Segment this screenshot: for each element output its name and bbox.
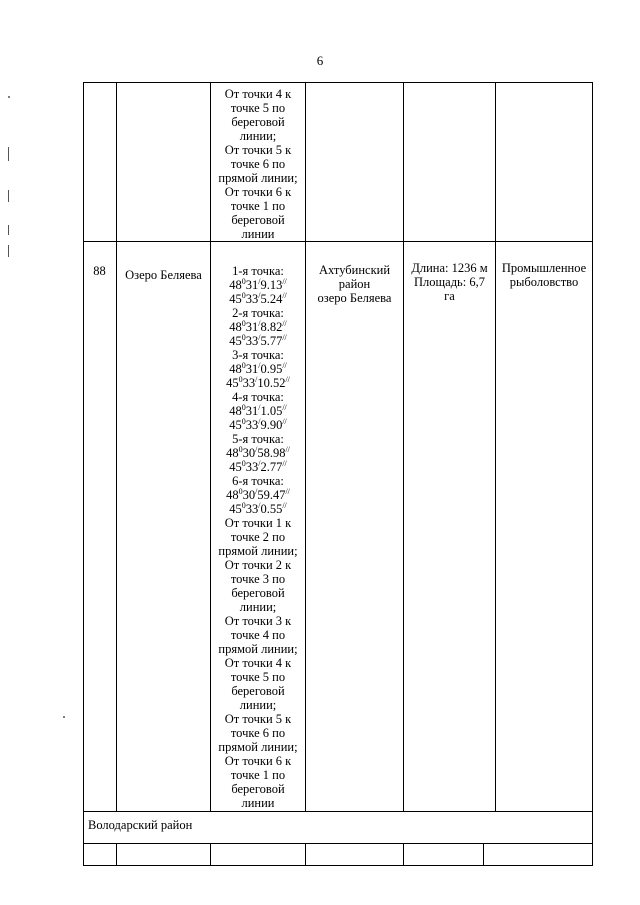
degrees-value: 48 xyxy=(229,404,242,418)
location-line: озеро Беляева xyxy=(317,291,392,305)
location-line: район xyxy=(338,277,371,291)
boundary-line: От точки 6 к xyxy=(224,185,292,199)
table-rule xyxy=(116,843,117,866)
scan-artifact xyxy=(8,147,9,161)
boundary-line: линии xyxy=(241,227,275,241)
table-rule xyxy=(305,843,306,866)
degree-mark: 0 xyxy=(241,402,246,412)
point-label: 4-я точка: xyxy=(232,390,284,404)
boundary-line: прямой линии; xyxy=(218,642,298,656)
minutes-value: 33 xyxy=(245,292,259,306)
point-label: 3-я точка: xyxy=(232,348,284,362)
second-mark: // xyxy=(282,332,287,342)
point-label: 1-я точка: xyxy=(232,264,284,278)
minutes-value: 33 xyxy=(245,418,259,432)
degree-mark: 0 xyxy=(238,444,243,454)
boundary-line: точке 2 по xyxy=(230,530,286,544)
degrees-value: 45 xyxy=(226,376,239,390)
boundary-line: береговой xyxy=(231,115,285,129)
seconds-value: 5.24 xyxy=(260,292,283,306)
degree-mark: 0 xyxy=(241,276,246,286)
latitude xyxy=(211,362,305,376)
fishing-areas-table xyxy=(83,82,593,866)
degrees-value: 48 xyxy=(229,362,242,376)
minutes-value: 30 xyxy=(242,446,256,460)
seconds-value: 59.47 xyxy=(257,488,286,502)
degrees-value: 45 xyxy=(229,418,242,432)
usage-line: Промышленное xyxy=(501,261,587,275)
boundary-line: прямой линии; xyxy=(218,740,298,754)
degrees-value: 45 xyxy=(229,502,242,516)
point-label: 6-я точка: xyxy=(232,474,284,488)
size-line: Площадь: 6,7 xyxy=(414,275,485,289)
boundary-line: линии; xyxy=(239,129,277,143)
boundary-line: береговой xyxy=(231,213,285,227)
second-mark: // xyxy=(282,402,287,412)
boundary-line: линии; xyxy=(239,600,277,614)
minute-mark: / xyxy=(258,402,261,412)
second-mark: // xyxy=(282,318,287,328)
boundary-line: точке 3 по xyxy=(230,572,286,586)
location xyxy=(306,263,403,305)
boundary-line: точке 1 по xyxy=(230,768,286,782)
usage-type xyxy=(496,261,592,289)
seconds-value: 9.90 xyxy=(260,418,283,432)
boundary-line: От точки 2 к xyxy=(224,558,292,572)
second-mark: // xyxy=(282,416,287,426)
water-body-name: Озеро Беляева xyxy=(125,268,202,282)
usage-line: рыболовство xyxy=(509,275,579,289)
coordinates-and-boundaries xyxy=(211,264,305,810)
minute-mark: / xyxy=(258,332,261,342)
minute-mark: / xyxy=(255,374,258,384)
seconds-value: 2.77 xyxy=(260,460,283,474)
boundary-line: точке 6 по xyxy=(230,726,286,740)
second-mark: // xyxy=(282,458,287,468)
table-rule xyxy=(83,865,593,866)
degrees-value: 48 xyxy=(229,320,242,334)
longitude xyxy=(211,460,305,474)
table-rule xyxy=(495,82,496,812)
minute-mark: / xyxy=(258,276,261,286)
minutes-value: 33 xyxy=(245,334,259,348)
longitude xyxy=(211,376,305,390)
boundary-description-continued xyxy=(211,87,305,241)
degrees-value: 45 xyxy=(229,292,242,306)
table-rule xyxy=(592,82,593,866)
minute-mark: / xyxy=(258,500,261,510)
boundary-line: точке 5 по xyxy=(230,670,286,684)
scan-artifact xyxy=(8,245,9,257)
boundary-line: береговой xyxy=(231,684,285,698)
second-mark: // xyxy=(282,276,287,286)
page-number: 6 xyxy=(316,53,324,68)
boundary-line: точке 1 по xyxy=(230,199,286,213)
boundary-line: От точки 5 к xyxy=(224,712,292,726)
table-rule xyxy=(305,82,306,812)
boundary-line: береговой xyxy=(231,782,285,796)
seconds-value: 10.52 xyxy=(257,376,286,390)
table-rule xyxy=(83,82,84,866)
minutes-value: 33 xyxy=(242,376,256,390)
degree-mark: 0 xyxy=(238,486,243,496)
degree-mark: 0 xyxy=(241,332,246,342)
second-mark: // xyxy=(282,290,287,300)
seconds-value: 0.95 xyxy=(260,362,283,376)
boundary-line: точке 5 по xyxy=(230,101,286,115)
table-rule xyxy=(483,843,484,866)
degrees-value: 48 xyxy=(226,446,239,460)
minute-mark: / xyxy=(255,444,258,454)
table-rule xyxy=(83,843,593,844)
boundary-line: От точки 3 к xyxy=(224,614,292,628)
minutes-value: 33 xyxy=(245,502,259,516)
row-number: 88 xyxy=(93,264,106,278)
degrees-value: 45 xyxy=(229,460,242,474)
minute-mark: / xyxy=(258,318,261,328)
boundary-line: точке 6 по xyxy=(230,157,286,171)
longitude xyxy=(211,334,305,348)
boundary-line: От точки 1 к xyxy=(224,516,292,530)
table-rule xyxy=(403,82,404,812)
longitude xyxy=(211,292,305,306)
longitude xyxy=(211,418,305,432)
minute-mark: / xyxy=(258,360,261,370)
boundary-line: береговой xyxy=(231,586,285,600)
second-mark: // xyxy=(282,500,287,510)
boundary-line: От точки 5 к xyxy=(224,143,292,157)
boundary-line: прямой линии; xyxy=(218,544,298,558)
scan-artifact xyxy=(8,225,9,235)
seconds-value: 0.55 xyxy=(260,502,283,516)
table-rule xyxy=(210,843,211,866)
degree-mark: 0 xyxy=(241,416,246,426)
boundary-line: От точки 4 к xyxy=(224,87,292,101)
seconds-value: 58.98 xyxy=(257,446,286,460)
size xyxy=(404,261,495,303)
minutes-value: 33 xyxy=(245,460,259,474)
seconds-value: 8.82 xyxy=(260,320,283,334)
boundary-line: линии xyxy=(241,796,275,810)
minute-mark: / xyxy=(255,486,258,496)
degree-mark: 0 xyxy=(241,500,246,510)
degrees-value: 45 xyxy=(229,334,242,348)
second-mark: // xyxy=(285,486,290,496)
seconds-value: 1.05 xyxy=(260,404,283,418)
second-mark: // xyxy=(285,374,290,384)
scan-artifact xyxy=(8,96,10,98)
degree-mark: 0 xyxy=(238,374,243,384)
scan-artifact xyxy=(8,190,9,202)
table-rule xyxy=(83,241,593,242)
point-label: 2-я точка: xyxy=(232,306,284,320)
degrees-value: 48 xyxy=(229,278,242,292)
minutes-value: 30 xyxy=(242,488,256,502)
degree-mark: 0 xyxy=(241,290,246,300)
longitude xyxy=(211,502,305,516)
minutes-value: 31 xyxy=(245,278,259,292)
district-heading: Володарский район xyxy=(88,818,193,832)
boundary-line: От точки 6 к xyxy=(224,754,292,768)
degree-mark: 0 xyxy=(241,458,246,468)
point-label: 5-я точка: xyxy=(232,432,284,446)
minutes-value: 31 xyxy=(245,320,259,334)
boundary-line: точке 4 по xyxy=(230,628,286,642)
degree-mark: 0 xyxy=(241,318,246,328)
minute-mark: / xyxy=(258,290,261,300)
minutes-value: 31 xyxy=(245,404,259,418)
size-line: га xyxy=(444,289,455,303)
boundary-line: прямой линии; xyxy=(218,171,298,185)
boundary-line: От точки 4 к xyxy=(224,656,292,670)
table-rule xyxy=(83,811,593,812)
minutes-value: 31 xyxy=(245,362,259,376)
degrees-value: 48 xyxy=(226,488,239,502)
second-mark: // xyxy=(285,444,290,454)
second-mark: // xyxy=(282,360,287,370)
scan-artifact xyxy=(63,716,65,718)
seconds-value: 5.77 xyxy=(260,334,283,348)
size-line: Длина: 1236 м xyxy=(411,261,488,275)
table-rule xyxy=(403,843,404,866)
boundary-line: линии; xyxy=(239,698,277,712)
table-rule xyxy=(116,82,117,812)
minute-mark: / xyxy=(258,458,261,468)
table-rule xyxy=(83,82,593,83)
seconds-value: 9.13 xyxy=(260,278,283,292)
minute-mark: / xyxy=(258,416,261,426)
degree-mark: 0 xyxy=(241,360,246,370)
location-line: Ахтубинский xyxy=(318,263,391,277)
